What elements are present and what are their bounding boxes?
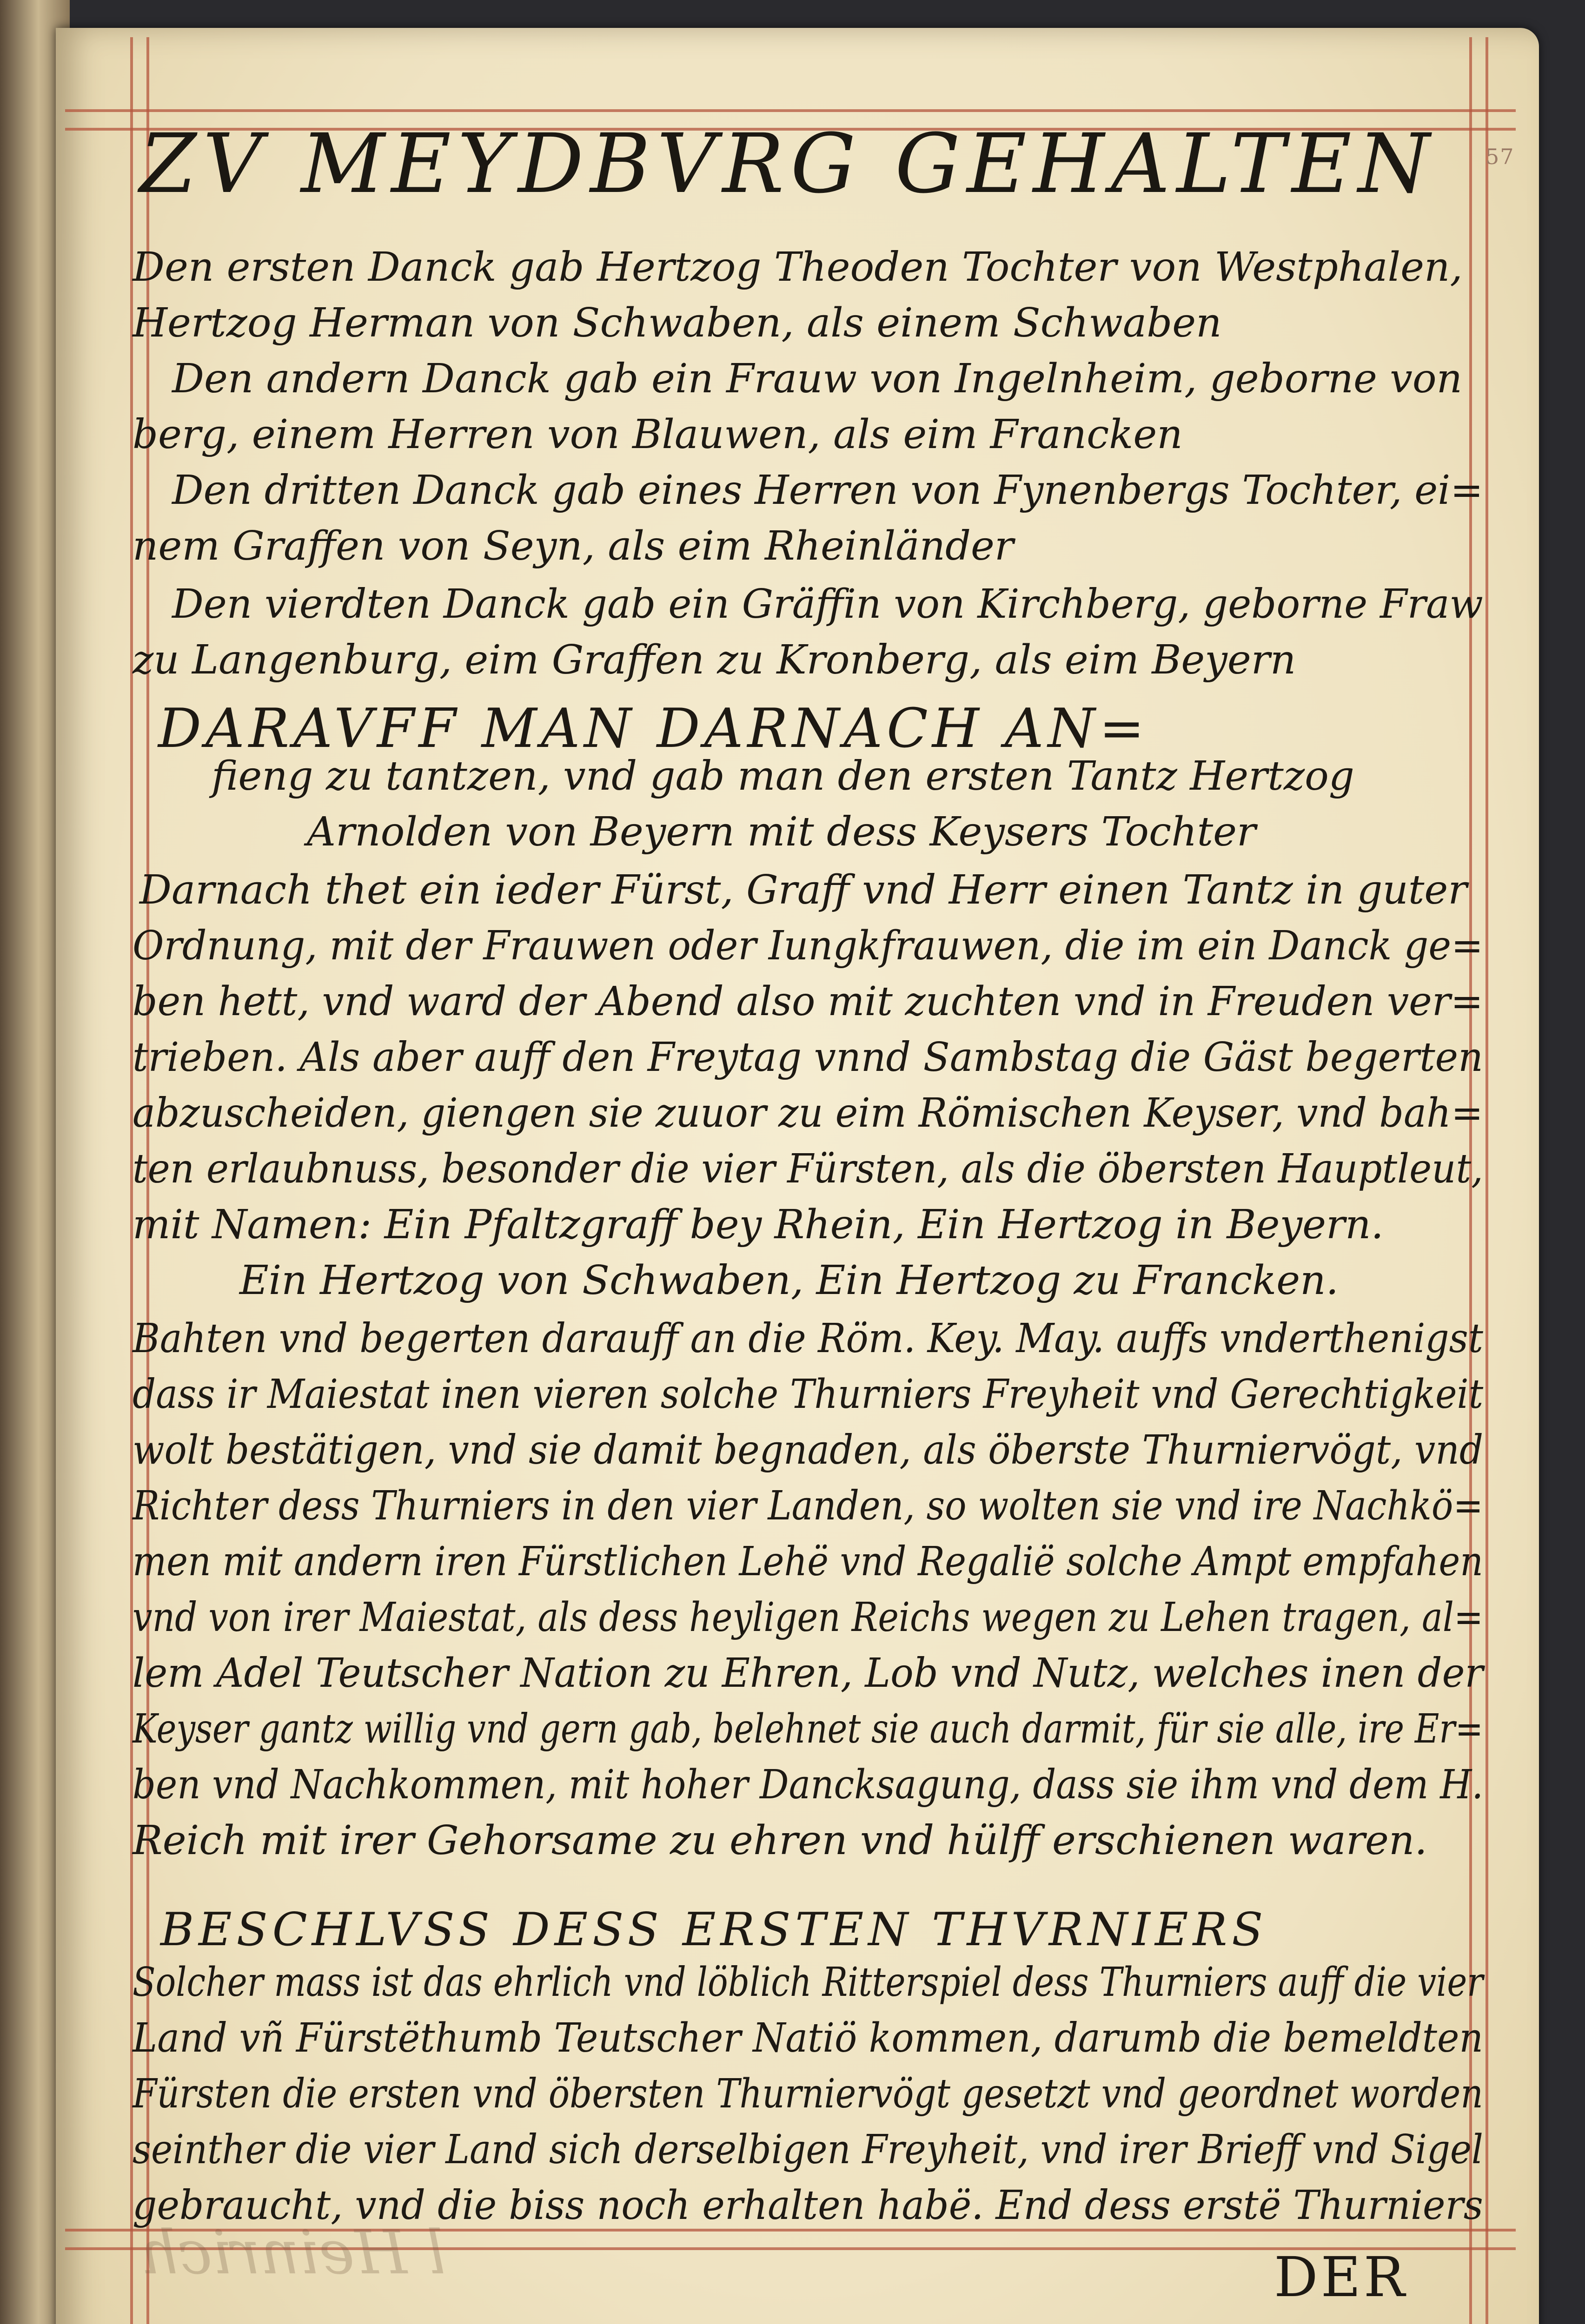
text-line: mit Namen: Ein Pfaltzgraff bey Rhein, Ein Hertzog in Beyern. bbox=[133, 1202, 1384, 1248]
text-line: vnd von irer Maiestat, als dess heyligen Reichs wegen zu Lehen tragen, al= bbox=[133, 1594, 1484, 1641]
text-line: Solcher mass ist das ehrlich vnd löblich Ritterspiel dess Thurniers auff die vier bbox=[133, 1959, 1483, 2006]
caps-line: DARAVFF MAN DARNACH AN= bbox=[158, 697, 1149, 760]
text-line: dass ir Maiestat inen vieren solche Thurniers Freyheit vnd Gerechtigkeit bbox=[133, 1371, 1484, 1418]
text-line: Den andern Danck gab ein Frauw von Ingelnheim, geborne von bbox=[172, 356, 1463, 402]
text-line: Reich mit irer Gehorsame zu ehren vnd hülff erschienen waren. bbox=[133, 1817, 1427, 1864]
text-line: men mit andern iren Fürstlichen Lehë vnd Regalië solche Ampt empfahen bbox=[133, 1538, 1483, 1585]
text-line: ben hett, vnd ward der Abend also mit zuchten vnd in Freuden ver= bbox=[133, 978, 1484, 1025]
text-line: wolt bestätigen, vnd sie damit begnaden, als öberste Thurniervögt, vnd bbox=[133, 1427, 1484, 1473]
ink-bleed-through: l Heinrich bbox=[139, 2217, 446, 2288]
text-line: Den ersten Danck gab Hertzog Theoden Tochter von Westphalen, bbox=[133, 244, 1463, 290]
catchword: DER bbox=[1274, 2245, 1408, 2309]
text-line: Darnach thet ein ieder Fürst, Graff vnd Herr einen Tantz in guter bbox=[139, 867, 1467, 913]
frame-rule-top bbox=[65, 109, 1516, 112]
text-line: Ein Hertzog von Schwaben, Ein Hertzog zu Francken. bbox=[239, 1257, 1339, 1304]
text-line: trieben. Als aber auff den Freytag vnnd Sambstag die Gäst begerten bbox=[133, 1034, 1483, 1081]
text-line: seinther die vier Land sich derselbigen Freyheit, vnd irer Brieff vnd Sigel bbox=[133, 2126, 1483, 2173]
text-line: Bahten vnd begerten darauff an die Röm. Key. May. auffs vnderthenigst bbox=[133, 1315, 1483, 1362]
folio-number: 57 bbox=[1486, 144, 1515, 169]
section-heading-conclusion: BESCHLVSS DESS ERSTEN THVRNIERS bbox=[160, 1903, 1268, 1956]
text-line: ben vnd Nachkommen, mit hoher Dancksagung, dass sie ihm vnd dem H. bbox=[133, 1762, 1484, 1808]
text-line: zu Langenburg, eim Graffen zu Kronberg, als eim Beyern bbox=[133, 637, 1296, 683]
text-line: Ordnung, mit der Frauwen oder Iungkfrauwen, die im ein Danck ge= bbox=[133, 923, 1484, 969]
frame-rule-right-inner bbox=[1486, 37, 1488, 2324]
text-line: Den dritten Danck gab eines Herren von Fynenbergs Tochter, ei= bbox=[172, 467, 1483, 514]
text-line: Hertzog Herman von Schwaben, als einem Schwaben bbox=[133, 300, 1222, 346]
text-line: gebraucht, vnd die biss noch erhalten habë. End dess erstë Thurniers bbox=[133, 2182, 1483, 2229]
text-line: ten erlaubnuss, besonder die vier Fürsten, als die öbersten Hauptleut, bbox=[133, 1146, 1483, 1192]
text-line: nem Graffen von Seyn, als eim Rheinländer bbox=[133, 523, 1014, 569]
text-line: Arnolden von Beyern mit dess Keysers Tochter bbox=[307, 809, 1256, 855]
text-line: berg, einem Herren von Blauwen, als eim Francken bbox=[133, 411, 1183, 458]
page-heading: ZV MEYDBVRG GEHALTEN bbox=[139, 116, 1436, 211]
text-line: lem Adel Teutscher Nation zu Ehren, Lob vnd Nutz, welches inen der bbox=[133, 1650, 1483, 1697]
text-line: fieng zu tantzen, vnd gab man den ersten Tantz Hertzog bbox=[212, 753, 1354, 799]
text-line: Den vierdten Danck gab ein Gräffin von Kirchberg, geborne Fraw bbox=[172, 581, 1483, 627]
text-line: Keyser gantz willig vnd gern gab, belehnet sie auch darmit, für sie alle, ire Er= bbox=[133, 1706, 1484, 1752]
text-line: Fürsten die ersten vnd öbersten Thurniervögt gesetzt vnd geordnet worden bbox=[133, 2071, 1483, 2117]
text-line: Land vñ Fürstëthumb Teutscher Natiö kommen, darumb die bemeldten bbox=[133, 2015, 1484, 2061]
text-line: abzuscheiden, giengen sie zuuor zu eim Römischen Keyser, vnd bah= bbox=[133, 1090, 1483, 1136]
text-line: Richter dess Thurniers in den vier Landen, so wolten sie vnd ire Nachkö= bbox=[133, 1483, 1484, 1529]
